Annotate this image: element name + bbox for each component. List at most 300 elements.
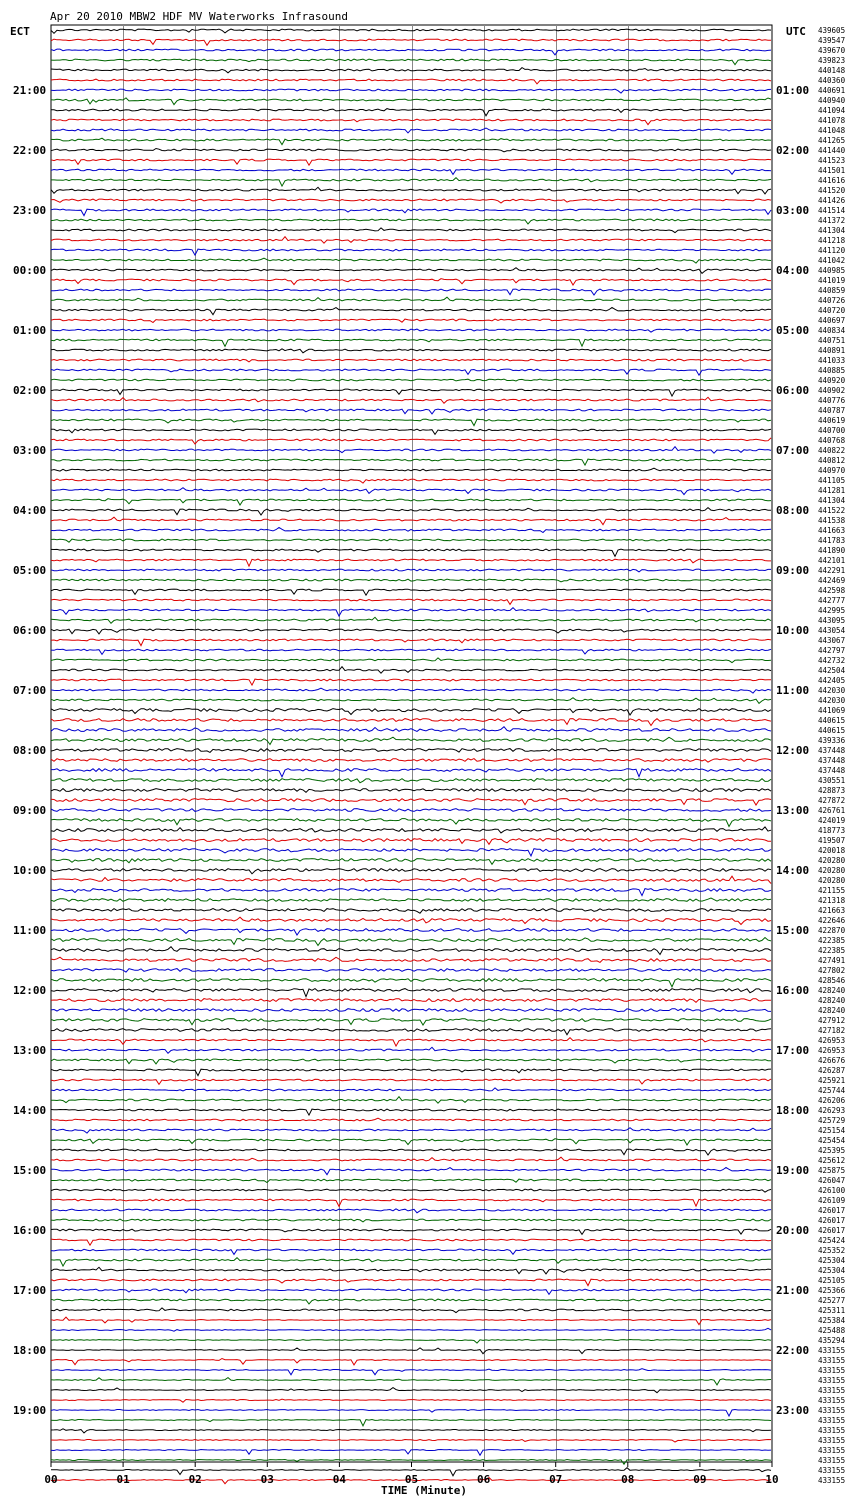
trace-line-7 xyxy=(51,98,771,105)
trace-line-68 xyxy=(51,709,771,715)
trace-count-label: 441048 xyxy=(818,126,846,135)
trace-line-16 xyxy=(51,187,771,194)
trace-line-93 xyxy=(51,957,771,962)
trace-line-135 xyxy=(51,1378,771,1385)
trace-count-label: 440985 xyxy=(818,266,846,275)
trace-count-label: 440970 xyxy=(818,466,846,475)
utc-hour-label: 08:00 xyxy=(776,504,810,517)
x-tick-label: 08 xyxy=(621,1473,635,1486)
trace-line-89 xyxy=(51,917,771,924)
trace-count-label: 441218 xyxy=(818,236,846,245)
trace-line-36 xyxy=(51,389,771,396)
trace-line-2 xyxy=(51,49,771,55)
trace-line-129 xyxy=(51,1317,771,1325)
trace-count-label: 441426 xyxy=(818,196,846,205)
trace-line-106 xyxy=(51,1088,771,1091)
trace-count-label: 433155 xyxy=(818,1396,846,1405)
trace-count-label: 426761 xyxy=(818,806,846,815)
trace-line-65 xyxy=(51,679,771,685)
trace-line-92 xyxy=(51,947,771,955)
trace-line-64 xyxy=(51,667,771,674)
trace-count-label: 440751 xyxy=(818,336,846,345)
trace-line-31 xyxy=(51,339,771,346)
trace-line-18 xyxy=(51,209,771,216)
ect-hour-label: 09:00 xyxy=(13,804,47,817)
x-tick-label: 05 xyxy=(404,1473,419,1486)
trace-count-label: 440700 xyxy=(818,426,846,435)
trace-line-52 xyxy=(51,549,771,556)
trace-line-128 xyxy=(51,1308,771,1313)
trace-count-label: 440619 xyxy=(818,416,846,425)
trace-count-label: 425105 xyxy=(818,1276,846,1285)
trace-count-label: 425352 xyxy=(818,1246,846,1255)
utc-hour-label: 17:00 xyxy=(776,1044,810,1057)
trace-line-72 xyxy=(51,749,771,753)
trace-count-label: 441105 xyxy=(818,476,846,485)
trace-count-label: 439547 xyxy=(818,36,846,45)
trace-count-label: 428240 xyxy=(818,996,846,1005)
trace-lines xyxy=(51,29,771,1484)
utc-hour-label: 15:00 xyxy=(776,924,810,937)
trace-line-69 xyxy=(51,719,771,726)
trace-count-label: 426953 xyxy=(818,1036,846,1045)
trace-line-0 xyxy=(51,29,771,33)
trace-count-label: 420018 xyxy=(818,846,846,855)
trace-line-109 xyxy=(51,1118,771,1121)
trace-line-110 xyxy=(51,1128,771,1133)
utc-hour-label: 04:00 xyxy=(776,264,810,277)
trace-count-labels xyxy=(818,26,846,1485)
trace-count-label: 441042 xyxy=(818,256,846,265)
trace-line-47 xyxy=(51,499,771,505)
trace-line-136 xyxy=(51,1388,771,1393)
x-tick-label: 04 xyxy=(332,1473,347,1486)
trace-line-44 xyxy=(51,468,771,471)
trace-line-111 xyxy=(51,1139,771,1145)
trace-count-label: 437448 xyxy=(818,756,846,765)
trace-line-78 xyxy=(51,809,771,812)
trace-count-label: 440720 xyxy=(818,306,846,315)
trace-count-label: 441514 xyxy=(818,206,846,215)
trace-count-label: 419507 xyxy=(818,836,846,845)
trace-line-20 xyxy=(51,228,771,233)
trace-count-label: 425366 xyxy=(818,1286,846,1295)
ect-hour-label: 08:00 xyxy=(13,744,47,757)
x-tick-label: 01 xyxy=(116,1473,130,1486)
trace-line-112 xyxy=(51,1149,771,1155)
x-axis-ticks xyxy=(44,1462,778,1486)
trace-count-label: 426287 xyxy=(818,1066,846,1075)
ect-hour-label: 16:00 xyxy=(13,1224,47,1237)
trace-count-label: 441520 xyxy=(818,186,846,195)
trace-line-22 xyxy=(51,249,771,255)
trace-count-label: 433155 xyxy=(818,1456,846,1465)
trace-line-126 xyxy=(51,1289,771,1294)
trace-count-label: 440148 xyxy=(818,66,846,75)
trace-count-label: 433155 xyxy=(818,1406,846,1415)
ect-hour-label: 03:00 xyxy=(13,444,47,457)
trace-line-48 xyxy=(51,508,771,515)
trace-line-14 xyxy=(51,169,771,174)
ect-hour-labels xyxy=(13,84,46,1417)
trace-line-61 xyxy=(51,639,771,646)
trace-count-label: 439605 xyxy=(818,26,846,35)
trace-count-label: 441440 xyxy=(818,146,846,155)
trace-line-96 xyxy=(51,989,771,997)
trace-line-35 xyxy=(51,379,771,381)
trace-count-label: 424019 xyxy=(818,816,846,825)
trace-count-label: 439336 xyxy=(818,736,846,745)
trace-line-107 xyxy=(51,1097,771,1104)
utc-hour-labels xyxy=(776,84,809,1417)
trace-count-label: 425424 xyxy=(818,1236,846,1245)
trace-count-label: 442995 xyxy=(818,606,846,615)
trace-line-141 xyxy=(51,1440,771,1443)
trace-line-90 xyxy=(51,929,771,935)
utc-hour-label: 10:00 xyxy=(776,624,810,637)
trace-line-38 xyxy=(51,409,771,414)
trace-line-1 xyxy=(51,39,771,45)
ect-hour-label: 18:00 xyxy=(13,1344,47,1357)
trace-line-59 xyxy=(51,617,771,623)
trace-count-label: 440920 xyxy=(818,376,846,385)
utc-hour-label: 02:00 xyxy=(776,144,810,157)
trace-line-19 xyxy=(51,219,771,224)
trace-line-26 xyxy=(51,289,771,295)
trace-line-28 xyxy=(51,308,771,315)
trace-count-label: 425729 xyxy=(818,1116,846,1125)
trace-line-24 xyxy=(51,268,771,274)
trace-count-label: 426017 xyxy=(818,1216,846,1225)
trace-count-label: 428873 xyxy=(818,786,846,795)
trace-line-118 xyxy=(51,1209,771,1213)
trace-line-51 xyxy=(51,539,771,542)
ect-hour-label: 02:00 xyxy=(13,384,47,397)
trace-count-label: 420280 xyxy=(818,876,846,885)
trace-count-label: 428240 xyxy=(818,986,846,995)
trace-count-label: 441120 xyxy=(818,246,846,255)
trace-count-label: 441265 xyxy=(818,136,846,145)
utc-hour-label: 14:00 xyxy=(776,864,810,877)
trace-line-117 xyxy=(51,1199,771,1206)
ect-hour-label: 15:00 xyxy=(13,1164,47,1177)
trace-line-55 xyxy=(51,579,771,582)
trace-count-label: 441281 xyxy=(818,486,846,495)
trace-count-label: 442030 xyxy=(818,686,846,695)
trace-count-label: 442030 xyxy=(818,696,846,705)
trace-line-73 xyxy=(51,759,771,763)
trace-count-label: 440697 xyxy=(818,316,846,325)
trace-count-label: 425744 xyxy=(818,1086,846,1095)
trace-count-label: 441501 xyxy=(818,166,846,175)
utc-hour-label: 16:00 xyxy=(776,984,810,997)
trace-count-label: 440787 xyxy=(818,406,846,415)
trace-line-97 xyxy=(51,999,771,1003)
trace-line-66 xyxy=(51,688,771,693)
trace-count-label: 440615 xyxy=(818,716,846,725)
trace-line-130 xyxy=(51,1328,771,1331)
ect-hour-label: 00:00 xyxy=(13,264,47,277)
trace-count-label: 440940 xyxy=(818,96,846,105)
trace-line-105 xyxy=(51,1079,771,1084)
chart-title: Apr 20 2010 MBW2 HDF MV Waterworks Infrasound xyxy=(50,10,349,23)
left-zone-label: ECT xyxy=(10,25,30,38)
trace-count-label: 440776 xyxy=(818,396,846,405)
trace-count-label: 427912 xyxy=(818,1016,846,1025)
utc-hour-label: 03:00 xyxy=(776,204,810,217)
trace-count-label: 426953 xyxy=(818,1046,846,1055)
trace-line-37 xyxy=(51,397,771,403)
trace-count-label: 442797 xyxy=(818,646,846,655)
trace-count-label: 441019 xyxy=(818,276,846,285)
utc-hour-label: 01:00 xyxy=(776,84,810,97)
trace-count-label: 441069 xyxy=(818,706,846,715)
trace-count-label: 441094 xyxy=(818,106,846,115)
ect-hour-label: 12:00 xyxy=(13,984,47,997)
trace-count-label: 440902 xyxy=(818,386,846,395)
trace-count-label: 433155 xyxy=(818,1356,846,1365)
trace-count-label: 441304 xyxy=(818,226,846,235)
trace-count-label: 420280 xyxy=(818,856,846,865)
trace-line-80 xyxy=(51,827,771,833)
trace-count-label: 433155 xyxy=(818,1476,846,1485)
trace-line-82 xyxy=(51,849,771,856)
trace-line-113 xyxy=(51,1157,771,1161)
trace-line-12 xyxy=(51,149,771,152)
trace-line-6 xyxy=(51,89,771,93)
trace-line-95 xyxy=(51,979,771,987)
x-tick-label: 00 xyxy=(44,1473,58,1486)
trace-line-4 xyxy=(51,68,771,73)
trace-count-label: 425304 xyxy=(818,1266,846,1275)
trace-line-99 xyxy=(51,1019,771,1025)
trace-count-label: 433155 xyxy=(818,1376,846,1385)
trace-count-label: 433155 xyxy=(818,1386,846,1395)
trace-count-label: 441890 xyxy=(818,546,846,555)
utc-hour-label: 06:00 xyxy=(776,384,810,397)
trace-line-13 xyxy=(51,159,771,165)
trace-line-43 xyxy=(51,459,771,465)
trace-count-label: 425384 xyxy=(818,1316,846,1325)
trace-count-label: 421155 xyxy=(818,886,846,895)
trace-count-label: 441078 xyxy=(818,116,846,125)
trace-line-108 xyxy=(51,1109,771,1115)
trace-line-67 xyxy=(51,698,771,704)
trace-line-25 xyxy=(51,279,771,285)
trace-line-98 xyxy=(51,1009,771,1012)
trace-line-87 xyxy=(51,898,771,901)
trace-line-15 xyxy=(51,178,771,186)
trace-count-label: 433155 xyxy=(818,1416,846,1425)
trace-count-label: 427872 xyxy=(818,796,846,805)
trace-line-124 xyxy=(51,1267,771,1274)
trace-line-84 xyxy=(51,869,771,874)
trace-line-8 xyxy=(51,109,771,116)
trace-line-41 xyxy=(51,438,771,444)
ect-hour-label: 06:00 xyxy=(13,624,47,637)
trace-line-140 xyxy=(51,1429,771,1433)
trace-count-label: 425488 xyxy=(818,1326,846,1335)
trace-count-label: 425395 xyxy=(818,1146,846,1155)
trace-line-77 xyxy=(51,799,771,805)
trace-count-label: 442732 xyxy=(818,656,846,665)
trace-line-30 xyxy=(51,329,771,332)
trace-line-10 xyxy=(51,128,771,133)
trace-count-label: 441616 xyxy=(818,176,846,185)
trace-count-label: 430551 xyxy=(818,776,846,785)
ect-hour-label: 04:00 xyxy=(13,504,47,517)
ect-hour-label: 17:00 xyxy=(13,1284,47,1297)
trace-count-label: 426017 xyxy=(818,1206,846,1215)
trace-count-label: 441783 xyxy=(818,536,846,545)
trace-count-label: 441663 xyxy=(818,526,846,535)
trace-count-label: 442291 xyxy=(818,566,846,575)
trace-line-39 xyxy=(51,419,771,426)
ect-hour-label: 05:00 xyxy=(13,564,47,577)
x-tick-label: 02 xyxy=(188,1473,202,1486)
trace-line-63 xyxy=(51,658,771,663)
trace-line-79 xyxy=(51,819,771,827)
trace-count-label: 442777 xyxy=(818,596,846,605)
trace-count-label: 441538 xyxy=(818,516,846,525)
trace-line-17 xyxy=(51,199,771,203)
trace-count-label: 440812 xyxy=(818,456,846,465)
trace-line-40 xyxy=(51,429,771,434)
trace-count-label: 443095 xyxy=(818,616,846,625)
trace-line-100 xyxy=(51,1029,771,1035)
trace-count-label: 440891 xyxy=(818,346,846,355)
trace-count-label: 442504 xyxy=(818,666,846,675)
trace-count-label: 440822 xyxy=(818,446,846,455)
trace-line-120 xyxy=(51,1229,771,1234)
trace-line-102 xyxy=(51,1047,771,1053)
trace-count-label: 426017 xyxy=(818,1226,846,1235)
trace-count-label: 441033 xyxy=(818,356,846,365)
trace-count-label: 433155 xyxy=(818,1466,846,1475)
trace-count-label: 439670 xyxy=(818,46,846,55)
x-tick-label: 09 xyxy=(693,1473,707,1486)
trace-line-132 xyxy=(51,1348,771,1354)
trace-count-label: 442101 xyxy=(818,556,846,565)
trace-count-label: 425921 xyxy=(818,1076,846,1085)
ect-hour-label: 13:00 xyxy=(13,1044,47,1057)
trace-count-label: 428546 xyxy=(818,976,846,985)
utc-hour-label: 13:00 xyxy=(776,804,810,817)
ect-hour-label: 22:00 xyxy=(13,144,47,157)
utc-hour-label: 21:00 xyxy=(776,1284,810,1297)
utc-hour-label: 22:00 xyxy=(776,1344,810,1357)
trace-line-131 xyxy=(51,1340,771,1344)
trace-line-115 xyxy=(51,1179,771,1182)
utc-hour-label: 20:00 xyxy=(776,1224,810,1237)
x-tick-label: 06 xyxy=(476,1473,491,1486)
trace-count-label: 422385 xyxy=(818,936,846,945)
trace-count-label: 440768 xyxy=(818,436,846,445)
utc-hour-label: 19:00 xyxy=(776,1164,810,1177)
trace-count-label: 422646 xyxy=(818,916,846,925)
x-tick-label: 10 xyxy=(765,1473,779,1486)
trace-line-34 xyxy=(51,369,771,375)
trace-line-83 xyxy=(51,859,771,865)
x-axis-label: TIME (Minute) xyxy=(380,1484,468,1497)
trace-count-label: 441523 xyxy=(818,156,846,165)
trace-line-45 xyxy=(51,479,771,483)
trace-line-101 xyxy=(51,1038,771,1046)
trace-line-75 xyxy=(51,779,771,783)
trace-count-label: 433155 xyxy=(818,1426,846,1435)
trace-line-60 xyxy=(51,629,771,634)
trace-count-label: 440885 xyxy=(818,366,846,375)
utc-hour-label: 07:00 xyxy=(776,444,810,457)
trace-count-label: 442469 xyxy=(818,576,846,585)
ect-hour-label: 23:00 xyxy=(13,204,47,217)
trace-line-88 xyxy=(51,909,771,914)
trace-line-42 xyxy=(51,447,771,454)
trace-line-139 xyxy=(51,1420,771,1426)
trace-line-9 xyxy=(51,119,771,125)
trace-count-label: 442405 xyxy=(818,676,846,685)
trace-count-label: 428240 xyxy=(818,1006,846,1015)
trace-line-53 xyxy=(51,559,771,566)
trace-count-label: 440360 xyxy=(818,76,846,85)
utc-hour-label: 05:00 xyxy=(776,324,810,337)
trace-count-label: 433155 xyxy=(818,1346,846,1355)
trace-count-label: 443067 xyxy=(818,636,846,645)
trace-line-122 xyxy=(51,1249,771,1254)
x-tick-label: 07 xyxy=(549,1473,563,1486)
trace-line-91 xyxy=(51,938,771,946)
trace-line-94 xyxy=(51,969,771,973)
trace-count-label: 437448 xyxy=(818,746,846,755)
trace-line-74 xyxy=(51,769,771,777)
trace-line-137 xyxy=(51,1399,771,1402)
x-tick-label: 03 xyxy=(260,1473,274,1486)
trace-count-label: 435294 xyxy=(818,1336,846,1345)
trace-count-label: 427802 xyxy=(818,966,846,975)
ect-hour-label: 11:00 xyxy=(13,924,47,937)
trace-line-81 xyxy=(51,839,771,845)
trace-count-label: 420280 xyxy=(818,866,846,875)
trace-line-125 xyxy=(51,1279,771,1286)
trace-line-123 xyxy=(51,1258,771,1266)
trace-line-11 xyxy=(51,138,771,144)
trace-line-58 xyxy=(51,608,771,616)
ect-hour-label: 10:00 xyxy=(13,864,47,877)
trace-line-85 xyxy=(51,876,771,883)
trace-line-49 xyxy=(51,517,771,525)
ect-hour-label: 14:00 xyxy=(13,1104,47,1117)
trace-count-label: 426100 xyxy=(818,1186,846,1195)
trace-count-label: 441304 xyxy=(818,496,846,505)
trace-count-label: 418773 xyxy=(818,826,846,835)
trace-line-134 xyxy=(51,1369,771,1375)
trace-count-label: 426293 xyxy=(818,1106,846,1115)
trace-line-103 xyxy=(51,1059,771,1064)
trace-count-label: 421663 xyxy=(818,906,846,915)
right-zone-label: UTC xyxy=(786,25,806,38)
trace-count-label: 425454 xyxy=(818,1136,846,1145)
trace-count-label: 426109 xyxy=(818,1196,846,1205)
trace-count-label: 433155 xyxy=(818,1436,846,1445)
trace-line-71 xyxy=(51,737,771,744)
trace-count-label: 443054 xyxy=(818,626,846,635)
ect-hour-label: 21:00 xyxy=(13,84,47,97)
ect-hour-label: 19:00 xyxy=(13,1404,47,1417)
trace-count-label: 441372 xyxy=(818,216,846,225)
trace-count-label: 427182 xyxy=(818,1026,846,1035)
trace-count-label: 437448 xyxy=(818,766,846,775)
trace-line-27 xyxy=(51,297,771,301)
